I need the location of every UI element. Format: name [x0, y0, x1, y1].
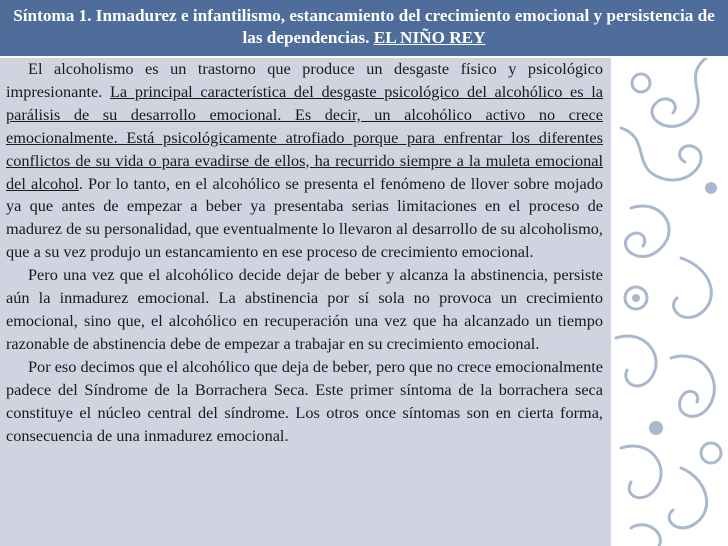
swirl-ornament-icon [611, 58, 728, 546]
paragraph-1-underlined: La principal característica del desgaste psicológico del alcohólico es la parálisis de su desarrollo emocional. Es decir, un alcohólico activo no crece emocionalmente. Está psicológicamente atrofiado porque para enfrentar los diferentes conflictos de su vida o para evadirse de ellos, ha recurrido siempre a la muleta emocional del alcohol [6, 81, 604, 193]
paragraph-1-intro: El alcoholismo es un trastorno que produce un desgaste físico y psicológico impresionante. [6, 59, 603, 101]
slide-title [0, 0, 728, 56]
paragraph-2: Pero una vez que el alcohólico decide dejar de beber y alcanza la abstinencia, persiste aún la inmadurez emocional. La abstinencia por sí sola no provoca un crecimiento emocional, sino que, el alcohólico en recuperación una vez que ha alcanzado un tiempo razonable de abstinencia debe de empezar a trabajar en su crecimiento emocional. [6, 265, 603, 353]
paragraph-1 [6, 58, 603, 264]
title-highlight: EL NIÑO REY [373, 28, 486, 47]
paragraph-1-rest: . Por lo tanto, en el alcohólico se presenta el fenómeno de llover sobre mojado ya que antes de empezar a beber ya presentaba serias limitaciones en el proceso de madurez de su personalidad, que eventualmente lo llevaron al desarrollo de su alcoholismo, que a su vez produjo un estancamiento en ese proceso de crecimiento emocional. [6, 173, 603, 262]
title-text: Síntoma 1. Inmadurez e infantilismo, estancamiento del crecimiento emocional y persistencia de las dependencias. [13, 6, 715, 47]
paragraph-3: Por eso decimos que el alcohólico que deja de beber, pero que no crece emocionalmente padece del Síndrome de la Borrachera Seca. Este primer síntoma de la borrachera seca constituye el núcleo central del síndrome. Los otros once síntomas son en cierta forma, consecuencia de una inmadurez emocional. [6, 356, 603, 445]
body-text [6, 58, 603, 447]
